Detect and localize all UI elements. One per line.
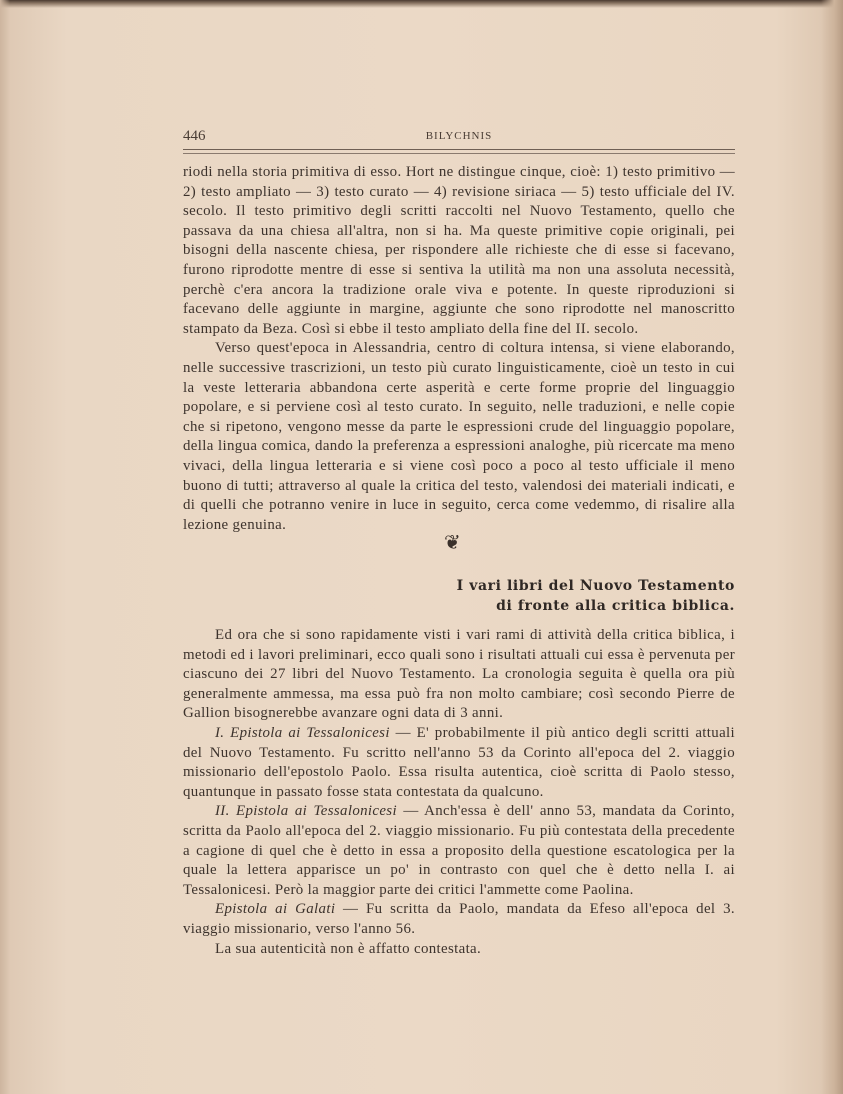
page-top-edge — [0, 0, 843, 8]
header-rule-thin — [183, 153, 735, 154]
paragraph — [183, 802, 735, 900]
ornament-fleuron: ❦ — [444, 530, 461, 554]
book-title: I. Epistola ai Tessalonicesi — [215, 724, 390, 741]
page-header — [183, 128, 735, 148]
paragraph: Verso quest'epoca in Alessandria, centro di coltura intensa, si viene elaborando, nelle successive trascrizioni, un testo più curato linguisticamente, cioè un testo in cui la veste letteraria abbandona certe asperità e certe forme proprie del linguaggio popolare, e si perviene così al testo curato. In seguito, nelle traduzioni, e nelle copie che si ripetono, vengono messe da parte le espressioni crude del linguaggio popolare, della lingua comica, dando la preferenza a espressioni analoghe, più ricercate ma meno vivaci, della lingua letteraria e si viene così poco a poco al testo ufficiale il meno buono di tutti; attraverso al quale la critica del testo, valendosi dei materiali indicati, e di quelli che potranno venire in luce in seguito, cerca come vedemmo, di risalire alla lezione genuina. — [183, 340, 735, 533]
paragraph — [183, 900, 735, 939]
book-title: Epistola ai Galati — [215, 901, 336, 918]
paragraph: Ed ora che si sono rapidamente visti i vari rami di attività della critica biblica, i metodi ed i lavori preliminari, ecco quali sono i risultati attuali cui essa è pervenuta per ciascuno dei 27 libri del Nuovo Testamento. La cronologia seguita è quella ora più generalmente ammessa, ma essa può fra non molto cambiare; così secondo Pierre de Gallion bisognerebbe avanzare ogni data di 3 anni. — [183, 627, 735, 722]
page-right-edge — [821, 0, 843, 1094]
body-text-top — [183, 163, 735, 535]
page-left-edge — [0, 0, 10, 1094]
body-text-section — [183, 626, 735, 959]
paragraph: riodi nella storia primitiva di esso. Hort ne distingue cinque, cioè: 1) testo primitivo — 2) testo ampliato — 3) testo curato — 4) revisione siriaca — 5) testo ufficiale del IV. secolo. Il testo primitivo degli scritti raccolti nel Nuovo Testamento, quello che passava da una chiesa all'altra, non si ha. Ma queste primitive copie originali, pei bisogni della nascente chiesa, per rispondere alle richieste che di esse si facevano, furono riprodotte mentre di esse si sentiva la utilità ma non una assoluta necessità, perchè c'era ancora la tradizione orale viva e potente. In queste riproduzioni si facevano delle aggiunte in margine, aggiunte che sono riprodotte nel manoscritto stampato da Beza. Così si ebbe il testo ampliato della fine del II. secolo. — [183, 164, 735, 337]
page-number: 446 — [183, 128, 206, 144]
book-title: II. Epistola ai Tessalonicesi — [215, 803, 397, 820]
book-description: — Fu scritta da Paolo, mandata da Efeso all'epoca del 3. viaggio missionario, verso l'anno 56. — [183, 901, 735, 937]
header-rule — [183, 149, 735, 150]
running-head: BILYCHNIS — [425, 130, 493, 142]
book-description: — E' probabilmente il più antico degli scritti attuali del Nuovo Testamento. Fu scritto nell'anno 53 da Corinto all'epoca del 2. viaggio missionario dell'epostolo Paolo. Essa risulta autentica, cioè scritta di Paolo stesso, quantunque in passato fosse stata contestata da qualcuno. — [183, 724, 735, 800]
section-title — [183, 576, 735, 616]
book-description: — Anch'essa è dell' anno 53, mandata da Corinto, scritta da Paolo all'epoca del 2. viaggio missionario. Fu più contestata della precedente a cagione di quel che è detto in essa a proposito della questione escatologica per la quale la lettera apparisce un po' in contrasto con quel che è detto nella I. ai Tessalonicesi. Però la maggior parte dei critici l'ammette come Paolina. — [183, 803, 735, 898]
paragraph — [183, 724, 735, 802]
section-title-line: I vari libri del Nuovo Testamento — [456, 578, 735, 594]
paragraph: La sua autenticità non è affatto contestata. — [215, 940, 482, 957]
section-title-line: di fronte alla critica biblica. — [496, 598, 735, 614]
